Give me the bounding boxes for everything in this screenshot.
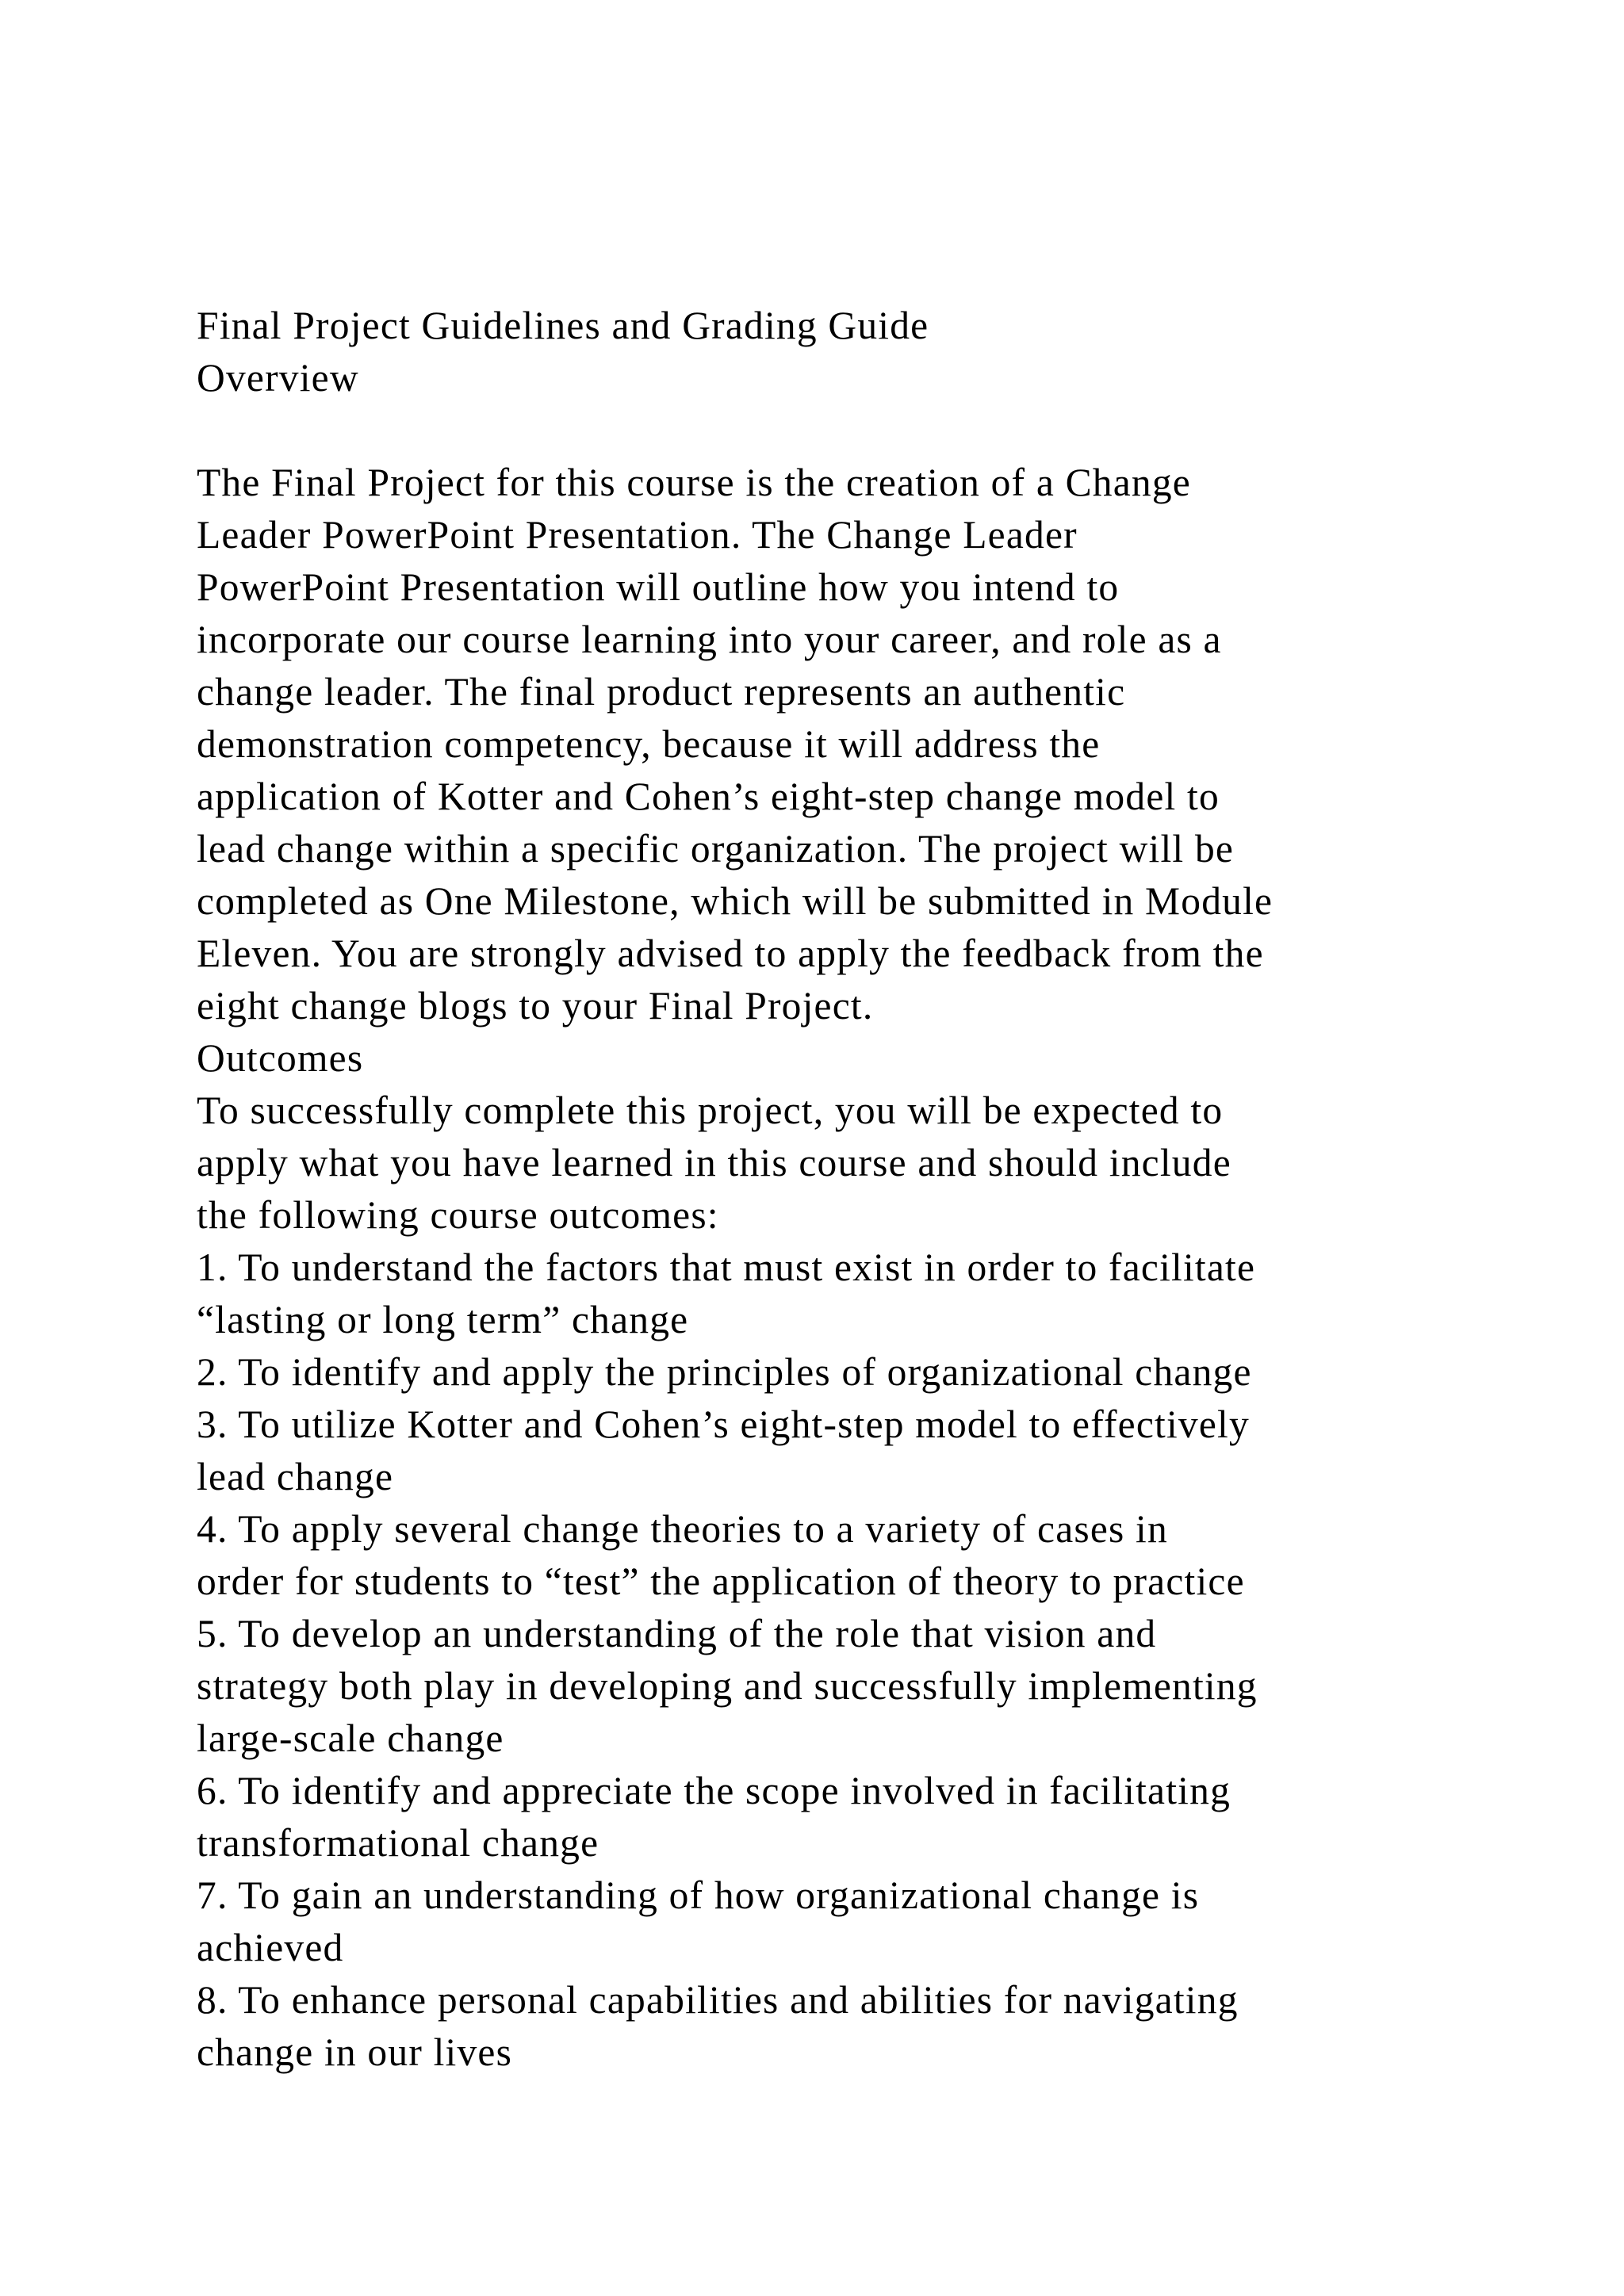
overview-line: Eleven. You are strongly advised to apply the feedback from the <box>197 932 1264 975</box>
overview-heading: Overview <box>197 356 359 400</box>
outcome-item-2: 2. To identify and apply the principles of organizational change <box>197 1350 1252 1394</box>
outcomes-line: apply what you have learned in this course and should include <box>197 1141 1231 1184</box>
paragraph-spacer <box>197 404 1505 457</box>
outcome-item-8: 8. To enhance personal capabilities and abilities for navigating <box>197 1978 1239 2022</box>
outcome-item-6: 6. To identify and appreciate the scope involved in facilitating <box>197 1769 1231 1812</box>
overview-line: eight change blogs to your Final Project. <box>197 984 874 1027</box>
outcome-item-5-cont: large-scale change <box>197 1716 504 1760</box>
outcome-item-8-cont: change in our lives <box>197 2030 513 2074</box>
outcome-item-6-cont: transformational change <box>197 1821 599 1865</box>
overview-line: lead change within a specific organization. The project will be <box>197 827 1235 871</box>
overview-line: The Final Project for this course is the creation of a Change <box>197 461 1191 504</box>
outcome-item-1-cont: “lasting or long term” change <box>197 1298 689 1341</box>
document-title: Final Project Guidelines and Grading Guide <box>197 304 929 347</box>
document-body <box>197 300 1505 2079</box>
outcome-item-1: 1. To understand the factors that must exist in order to facilitate <box>197 1246 1256 1289</box>
outcome-item-3: 3. To utilize Kotter and Cohen’s eight-step model to effectively <box>197 1402 1250 1446</box>
overview-line: PowerPoint Presentation will outline how you intend to <box>197 565 1120 609</box>
overview-line: completed as One Milestone, which will be submitted in Module <box>197 879 1274 923</box>
outcomes-heading: Outcomes <box>197 1036 364 1080</box>
outcome-item-5: 5. To develop an understanding of the role that vision and <box>197 1612 1157 1655</box>
outcome-item-3-cont: lead change <box>197 1455 394 1498</box>
overview-line: change leader. The final product represents an authentic <box>197 670 1126 714</box>
overview-line: Leader PowerPoint Presentation. The Change Leader <box>197 513 1078 557</box>
overview-line: incorporate our course learning into your career, and role as a <box>197 618 1222 661</box>
outcome-item-4-cont: order for students to “test” the application of theory to practice <box>197 1559 1245 1603</box>
overview-line: application of Kotter and Cohen’s eight-step change model to <box>197 775 1220 818</box>
outcomes-line: To successfully complete this project, you will be expected to <box>197 1089 1224 1132</box>
outcome-item-5-cont: strategy both play in developing and successfully implementing <box>197 1664 1258 1708</box>
outcome-item-7: 7. To gain an understanding of how organizational change is <box>197 1873 1200 1917</box>
outcome-item-7-cont: achieved <box>197 1926 344 1969</box>
outcomes-line: the following course outcomes: <box>197 1193 719 1237</box>
outcome-item-4: 4. To apply several change theories to a variety of cases in <box>197 1507 1168 1551</box>
overview-line: demonstration competency, because it will address the <box>197 722 1101 766</box>
